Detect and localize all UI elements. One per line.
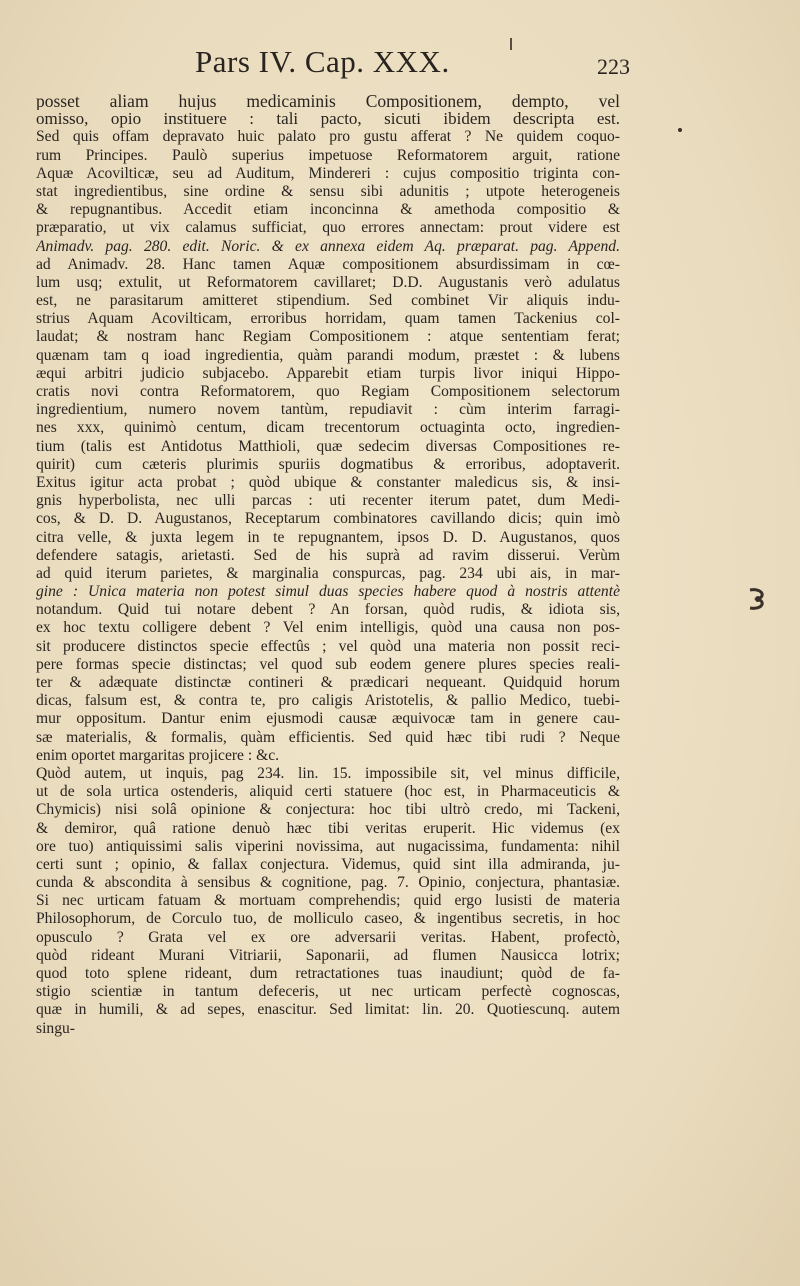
text-line: dicas, falsum est, & contra te, pro caligis Aristotelis, & pallio Medico, tuebi- xyxy=(36,692,620,710)
text-line: Si nec urticam fatuam & mortuam comprehendis; quid ergo lusisti de materia xyxy=(36,892,620,910)
text-line: ter & adæquate distinctæ contineri & prædicari nequeant. Quidquid horum xyxy=(36,674,620,691)
text-line: Philosophorum, de Corculo tuo, de molliculo caseo, & ingentibus secretis, in hoc xyxy=(36,910,620,928)
text-line: Aquæ Acovilticæ, seu ad Auditum, Mindereri : cujus compositio triginta con- xyxy=(36,164,620,182)
text-line: sæ materialis, & formalis, quàm efficientis. Sed quid hæc tibi rudi ? Neque xyxy=(36,728,620,746)
text-line: laudat; & nostram hanc Regiam Compositionem : atque sententiam ferat; xyxy=(36,328,620,346)
text-line: quæ in humili, & ad sepes, enascitur. Sed limitat: lin. 20. Quotiescunq. autem xyxy=(36,1001,620,1019)
text-line: opusculo ? Grata vel ex ore adversarii veritas. Habent, profectò, xyxy=(36,928,620,946)
text-line: quòd rideant Murani Vitriarii, Saponarii, ad flumen Nausicca lotrix; xyxy=(36,946,620,964)
margin-clip-mark xyxy=(746,586,768,612)
text-line: Animadv. pag. 280. edit. Noric. & ex annexa eidem Aq. præparat. pag. Append. xyxy=(36,237,620,255)
text-line: tium (talis est Antidotus Matthioli, quæ sedecim diversas Compositiones re- xyxy=(36,437,620,455)
text-line: mur oppositum. Dantur enim ejusmodi causæ æquivocæ tam in genere cau- xyxy=(36,710,620,728)
text-line: & demiror, quâ ratione denuò hæc tibi veritas eruperit. Hic videmus (ex xyxy=(36,819,620,837)
text-line: defendere satagis, arietasti. Sed de his suprà ad ravim disserui. Verùm xyxy=(36,546,620,564)
text-line: omisso, opio instituere : tali pacto, sicuti ibidem descripta est. xyxy=(36,110,620,129)
text-line: posset aliam hujus medicaminis Compositionem, dempto, vel xyxy=(36,92,620,111)
text-line: notandum. Quid tui notare debent ? An forsan, quòd rudis, & idiota sis, xyxy=(36,601,620,619)
text-line: enim oportet margaritas projicere : &c. xyxy=(36,746,280,764)
text-line: nes xxx, quinimò centum, dicam trecentorum octuaginta octo, ingredien- xyxy=(36,419,620,437)
text-line: Exitus igitur acta probat ; quòd ubique & constanter maledicus sis, & insi- xyxy=(36,473,620,491)
text-line: ut de sola urtica ostenderis, aliquid certi statuere (hoc est, in Pharmaceuticis & xyxy=(36,783,620,801)
text-line: certi sunt ; opinio, & fallax conjectura. Videmus, quid sint illa admiranda, ju- xyxy=(36,855,620,873)
running-head xyxy=(0,44,800,84)
text-line: ore tuo) antiquissimi salis viperini novissima, aut nugacissima, fundamenta: nihil xyxy=(36,837,620,855)
text-line: Quòd autem, ut inquis, pag 234. lin. 15. impossibile sit, vel minus difficile, xyxy=(36,764,620,782)
text-line: gnis hyperbolista, nec ulli parcas : uti recenter iterum patet, dum Medi- xyxy=(36,492,620,510)
text-line: ingredientium, numero novem tantùm, repudiavit : cùm interim farragi- xyxy=(36,401,620,419)
text-line: stat ingredientibus, sine ordine & sensu sibi adunitis ; utpote heterogeneis xyxy=(36,182,620,200)
text-line: stigio scientiæ in tantum defeceris, ut nec urticam perfectè cognoscas, xyxy=(36,983,620,1001)
text-line: Chymicis) nisi solâ opinione & conjectura: hoc tibi ultrò credo, mi Tackeni, xyxy=(36,801,620,819)
text-line: ex hoc textu colligere debent ? Vel enim intelligis, quòd una causa non pos- xyxy=(36,619,620,637)
text-line: æqui arbitri judicio subjacebo. Apparebit etiam turpis livor iniqui Hippo- xyxy=(36,364,620,382)
text-line: cunda & abscondita à sensibus & cognitione, pag. 7. Opinio, conjectura, phantasiæ. xyxy=(36,874,620,892)
text-line: rum Principes. Paulò superius impetuose Reformatorem arguit, ratione xyxy=(36,146,620,164)
text-line: cos, & D. D. Augustanos, Receptarum combinatores cavillando dicis; quin imò xyxy=(36,510,620,528)
text-line: Sed quis offam depravato huic palato pro gustu afferat ? Ne quidem coquo- xyxy=(36,128,620,146)
text-line: cratis novi contra Reformatorem, quo Regiam Compositionem selectorum xyxy=(36,383,620,400)
text-line: lum usq; extulit, ut Reformatorem cavillaret; D.D. Augustanis verò adulatus xyxy=(36,273,620,291)
text-line: est, ne parasitarum amitteret stipendium. Sed combinet Vir aliquis indu- xyxy=(36,292,620,310)
page-title: Pars IV. Cap. XXX. xyxy=(195,44,450,79)
text-line: ad Animadv. 28. Hanc tamen Aquæ compositionem absurdissimam in cœ- xyxy=(36,255,620,273)
text-line: quirit) cum cæteris plurimis spuriis dogmatibus & erroribus, adoptaverit. xyxy=(36,455,620,473)
body-text xyxy=(36,92,620,1056)
page-number: 223 xyxy=(597,54,630,79)
ink-dot xyxy=(678,128,682,132)
text-line: sit producere distinctos specie effectûs ; vel quòd una materia non possit reci- xyxy=(36,637,620,655)
text-line: strius Aquam Acovilticam, erroribus horridam, quam tamen Tackenius col- xyxy=(36,310,620,328)
text-line: pere formas specie distinctas; vel quod sub eodem genere plures species reali- xyxy=(36,655,620,673)
text-line: præparatio, ut vix calamus sufficiat, quo errores annectam: prout videre est xyxy=(36,219,620,237)
catchword xyxy=(36,1038,620,1056)
text-line: & repugnantibus. Accedit etiam inconcinna & amethoda compositio & xyxy=(36,201,620,219)
text-line: singu- xyxy=(36,1019,75,1037)
text-line: citra velle, & juxta legem in te repugnantem, ipsos D. D. Augustanos, quos xyxy=(36,528,620,546)
text-line: gine : Unica materia non potest simul duas species habere quod à nostris attentè xyxy=(36,583,620,601)
text-line: quod toto splene rideant, dum retractationes tuas inaudiunt; quòd de fa- xyxy=(36,965,620,982)
text-line: quænam tam q ioad ingredientia, quàm parandi modum, præstet : & lubens xyxy=(36,346,620,364)
text-line: ad quid iterum parietes, & marginalia conspurcas, pag. 234 ubi ais, in mar- xyxy=(36,564,620,582)
